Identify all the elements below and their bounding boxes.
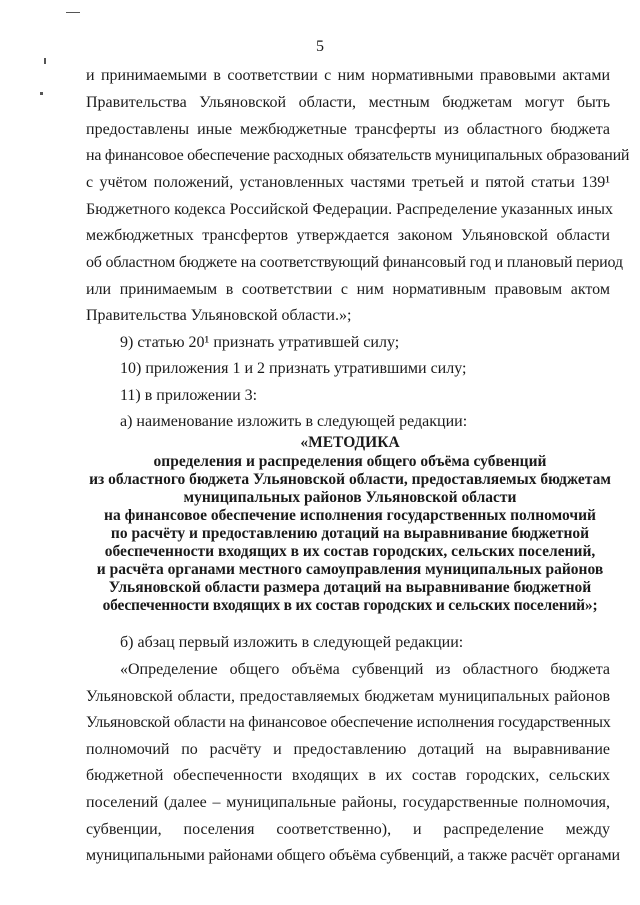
heading-line: из областного бюджета Ульяновской области, предоставляемых бюджетам <box>89 471 611 488</box>
paragraph-line: предоставлены иные межбюджетные трансферты из областного бюджета <box>86 121 610 138</box>
heading-line: по расчёту и предоставлению дотаций на выравнивание бюджетной <box>110 525 590 542</box>
paragraph-line: об областном бюджете на соответствующий финансовый год и плановый период <box>86 254 623 271</box>
list-item: 9) статью 20¹ признать утратившей силу; <box>120 334 400 351</box>
list-item: 11) в приложении 3: <box>120 387 258 404</box>
paragraph-line: муниципальными районами общего объёма субвенций, а также расчёт органами <box>86 847 620 864</box>
paragraph-line: поселений (далее – муниципальные районы, государственные полномочия, <box>86 794 610 811</box>
paragraph-line: Ульяновской области на финансовое обеспечение исполнения государственных <box>86 714 611 731</box>
heading-line: обеспеченности входящих в их состав городских, сельских поселений, <box>104 543 596 560</box>
paragraph-line: субвенции, поселения соответственно), и распределение между <box>86 821 610 838</box>
scan-mark <box>44 58 46 64</box>
heading-line: определения и распределения общего объёма субвенций <box>153 453 547 470</box>
heading-line: на финансовое обеспечение исполнения государственных полномочий <box>104 507 596 524</box>
paragraph-line: межбюджетных трансфертов утверждается законом Ульяновской области <box>86 227 610 244</box>
scan-mark <box>66 12 80 13</box>
paragraph-line: полномочий по расчёту и предоставлению дотаций на выравнивание <box>86 741 610 758</box>
paragraph-line: «Определение общего объёма субвенций из областного бюджета <box>120 661 610 678</box>
page-number: 5 <box>316 38 324 55</box>
scan-mark <box>40 92 43 95</box>
heading-line: Ульяновской области размера дотаций на выравнивание бюджетной <box>108 579 592 596</box>
paragraph-line: Бюджетного кодекса Российской Федерации. Распределение указанных иных <box>86 201 613 218</box>
list-item: а) наименование изложить в следующей редакции: <box>120 413 468 430</box>
paragraph-line: или принимаемым в соответствии с ним нормативным правовым актом <box>86 281 610 298</box>
heading-line: и расчёта органами местного самоуправления муниципальных районов <box>96 561 604 578</box>
paragraph-line: и принимаемыми в соответствии с ним нормативными правовыми актами <box>86 67 610 84</box>
paragraph-line: бюджетной обеспеченности входящих в их состав городских, сельских <box>86 767 610 784</box>
paragraph-line: Правительства Ульяновской области.»; <box>86 307 352 324</box>
heading-line: обеспеченности входящих в их состав городских и сельских поселений»; <box>102 597 598 614</box>
paragraph-line: Правительства Ульяновской области, местным бюджетам могут быть <box>86 94 610 111</box>
list-item: 10) приложения 1 и 2 признать утратившими силу; <box>120 360 467 377</box>
list-item: б) абзац первый изложить в следующей редакции: <box>120 634 464 651</box>
paragraph-line: с учётом положений, установленных частями третьей и пятой статьи 139¹ <box>86 174 610 191</box>
heading-line: муниципальных районов Ульяновской области <box>183 489 517 506</box>
methodology-title: «МЕТОДИКА <box>300 434 400 451</box>
paragraph-line: Ульяновской области, предоставляемых бюджетам муниципальных районов <box>86 688 610 705</box>
paragraph-line: на финансовое обеспечение расходных обязательств муниципальных образований <box>86 147 630 164</box>
